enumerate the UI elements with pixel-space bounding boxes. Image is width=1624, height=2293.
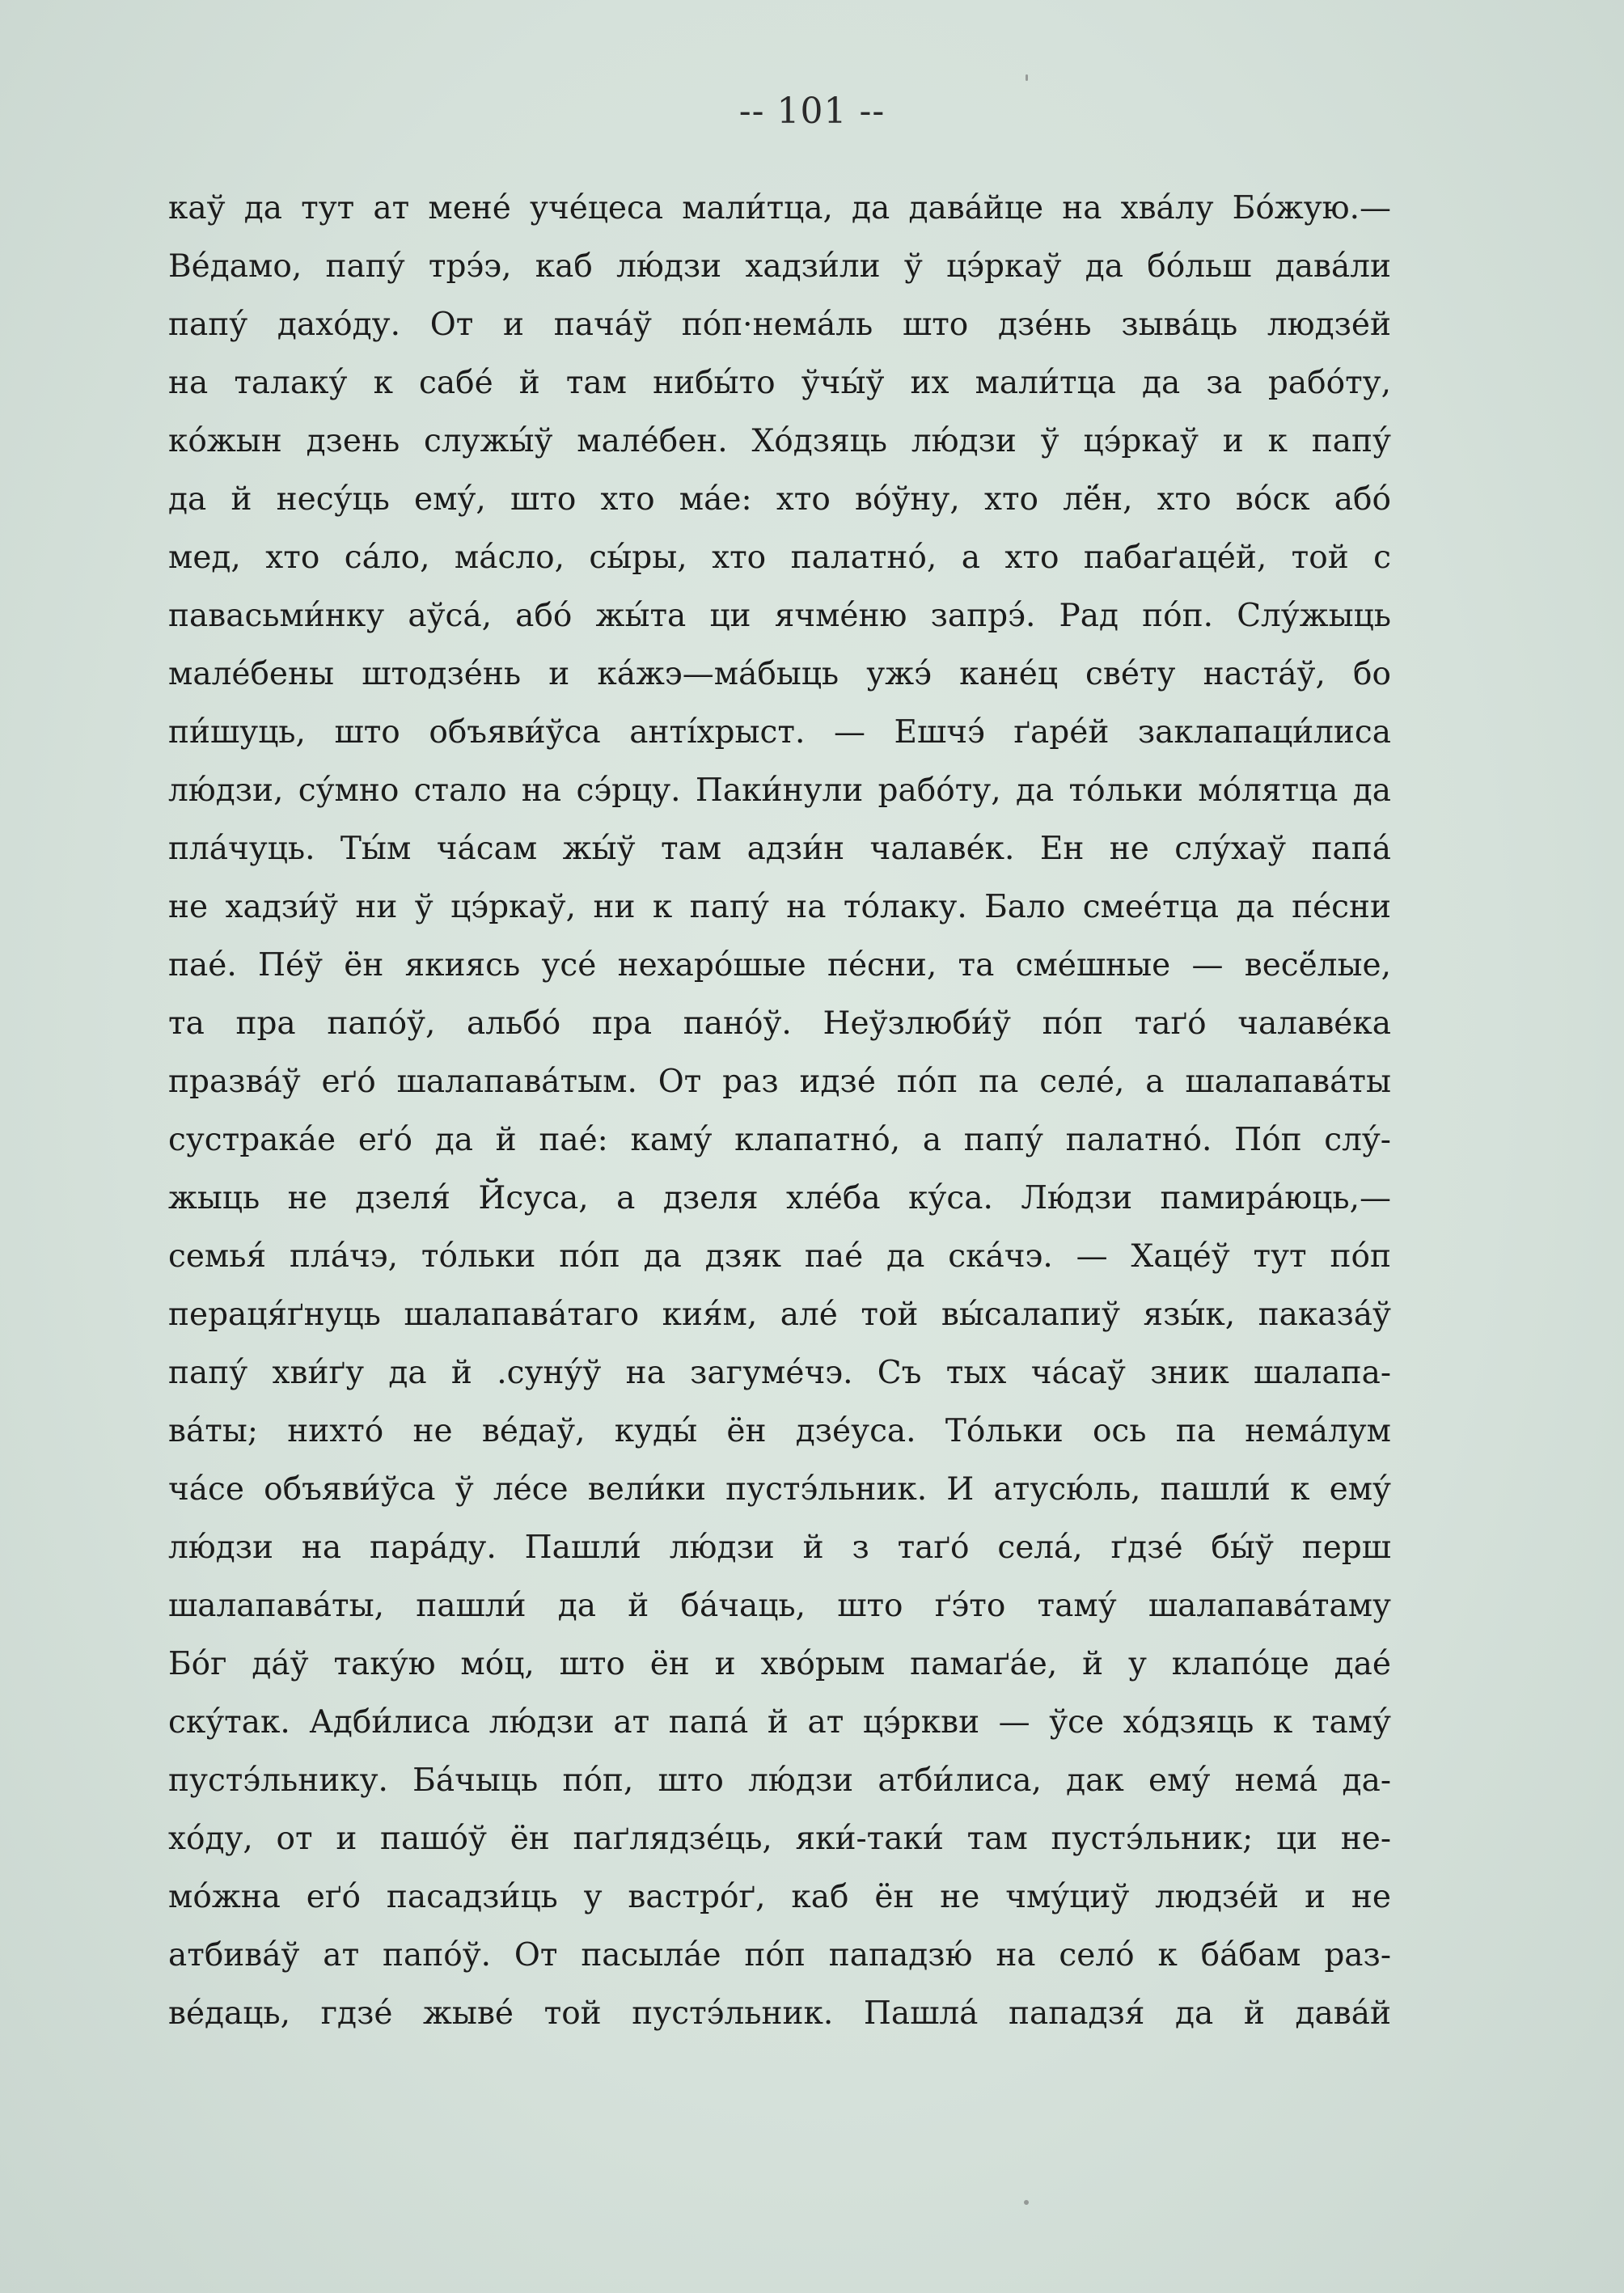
text-line: пустэ́льнику. Ба́чыць по́п, што лю́дзи атби́лиса, дак ему́ нема́ да- xyxy=(168,1762,1391,1799)
text-line: жыць не дзеля́ Йсуса, а дзеля хле́ба ку́са. Лю́дзи памира́юць,— xyxy=(168,1180,1391,1216)
text-line: лю́дзи на пара́ду. Пашли́ лю́дзи й з таґо́ села́, ґдзе́ бы́ў перш xyxy=(168,1529,1391,1566)
text-line: шалапава́ты, пашли́ да й ба́чаць, што ґэ́то таму́ шалапава́таму xyxy=(168,1588,1391,1624)
text-line: лю́дзи, су́мно стало на сэ́рцу. Паки́нули рабо́ту, да то́льки мо́лятца да xyxy=(168,772,1391,809)
text-line: празва́ў еґо́ шалапава́тым. От раз идзе́ по́п па селе́, а шалапава́ты xyxy=(168,1064,1391,1100)
text-line: папу́ дахо́ду. От и пача́ў по́п·нема́ль што дзе́нь зыва́ць людзе́й xyxy=(168,307,1391,343)
text-line: пае́. Пе́ў ён якиясь усе́ нехаро́шые пе́сни, та сме́шные — весё́лые, xyxy=(168,947,1391,984)
text-line: ко́жын дзень служы́ў мале́бен. Хо́дзяць лю́дзи ў цэ́ркаў и к папу́ xyxy=(168,423,1391,459)
text-line: да й несу́ць ему́, што хто ма́е: хто во́ўну, хто лё́н, хто во́ск або́ xyxy=(168,481,1391,518)
text-line: павасьми́нку аўса́, або́ жы́та ци ячме́ню запрэ́. Рад по́п. Слу́жыць xyxy=(168,598,1391,634)
text-line: Бо́г да́ў таку́ю мо́ц, што ён и хво́рым памаґа́е, й у клапо́це дае́ xyxy=(168,1646,1391,1682)
text-line: пераця́ґнуць шалапава́таго кия́м, але́ той вы́салапиў язы́к, паказа́ў xyxy=(168,1297,1391,1333)
text-line: сустрака́е еґо́ да й пае́: каму́ клапатно́, а папу́ палатно́. По́п слу́- xyxy=(168,1122,1391,1158)
text-line: семья́ пла́чэ, то́льки по́п да дзяк пае́ да ска́чэ. — Хаце́ў тут по́п xyxy=(168,1238,1391,1275)
text-line: каў да тут ат мене́ уче́цеса мали́тца, да дава́йце на хва́лу Бо́жую.— xyxy=(168,190,1391,226)
text-line: на талаку́ к сабе́ й там нибы́то ўчы́ў их мали́тца да за рабо́ту, xyxy=(168,365,1391,401)
text-line: ску́так. Адби́лиса лю́дзи ат папа́ й ат цэ́ркви — ўсе хо́дзяць к таму́ xyxy=(168,1704,1391,1741)
text-line: атбива́ў ат папо́ў. От пасыла́е по́п пападзю́ на село́ к ба́бам раз- xyxy=(168,1937,1391,1974)
text-line: ча́се объяви́ўса ў ле́се вели́ки пустэ́льник. И атусю́ль, пашли́ к ему́ xyxy=(168,1471,1391,1508)
body-text xyxy=(168,180,1391,2043)
text-line: папу́ хви́ґу да й .суну́ў на загуме́чэ. Съ тых ча́саў зник шалапа- xyxy=(168,1355,1391,1391)
text-line: мо́жна еґо́ пасадзи́ць у вастро́ґ, каб ён не чму́циў людзе́й и не xyxy=(168,1879,1391,1915)
text-line: пи́шуць, што объяви́ўса антı́хрыст. — Ешчэ́ ґаре́й заклапаци́лиса xyxy=(168,714,1391,751)
paper-speck xyxy=(1024,2200,1029,2205)
text-line: мед, хто са́ло, ма́сло, сы́ры, хто палатно́, а хто пабаґаце́й, той с xyxy=(168,539,1391,576)
text-line: хо́ду, от и пашо́ў ён паґлядзе́ць, яки́-таки́ там пустэ́льник; ци не- xyxy=(168,1821,1391,1857)
page-number: -- 101 -- xyxy=(738,91,886,132)
paper-speck xyxy=(1026,74,1028,81)
text-line: ве́даць, гдзе́ жыве́ той пустэ́льник. Пашла́ пападзя́ да й дава́й xyxy=(168,1995,1391,2032)
text-line: мале́бены штодзе́нь и ка́жэ—ма́быць ужэ́ кане́ц све́ту наста́ў, бо xyxy=(168,656,1391,692)
text-line: не хадзи́ў ни ў цэ́ркаў, ни к папу́ на то́лаку. Бало смее́тца да пе́сни xyxy=(168,889,1391,925)
text-line: Ве́дамо, папу́ трэ́э, каб лю́дзи хадзи́ли ў цэ́ркаў да бо́льш дава́ли xyxy=(168,248,1391,285)
text-line: пла́чуць. Ты́м ча́сам жы́ў там адзи́н чалаве́к. Ен не слу́хаў папа́ xyxy=(168,831,1391,867)
text-line: та пра папо́ў, альбо́ пра пано́ў. Неўзлюби́ў по́п таґо́ чалаве́ка xyxy=(168,1005,1391,1042)
text-line: ва́ты; нихто́ не ве́даў, куды́ ён дзе́уса. То́льки ось па нема́лум xyxy=(168,1413,1391,1449)
